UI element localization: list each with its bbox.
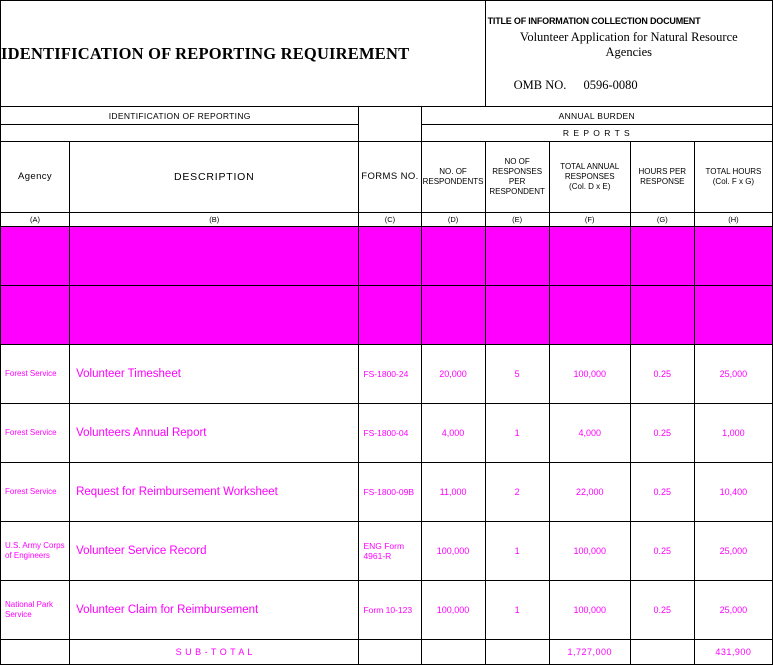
letter-b: (B) (70, 213, 359, 227)
col-total-annual-responses-formula: (Col. D x E) (569, 182, 611, 191)
table-row (1, 286, 773, 345)
col-total-annual-responses-title: TOTAL ANNUAL RESPONSES (560, 162, 620, 181)
col-total-annual-responses (549, 142, 630, 213)
page-title: IDENTIFICATION OF REPORTING REQUIREMENT (1, 43, 410, 63)
subtotal-blank-respondents (421, 640, 485, 665)
row-total-responses: 100,000 (549, 345, 630, 404)
col-hours-per-response: HOURS PER RESPONSE (630, 142, 694, 213)
row-responses-per: 1 (485, 227, 549, 286)
row-agency: U.S. Army Corps of Engineers (1, 522, 70, 581)
omb-number: 0596-0080 (583, 78, 638, 92)
title-of-document-label: TITLE OF INFORMATION COLLECTION DOCUMENT (487, 16, 701, 26)
row-responses-per: 1 (485, 581, 549, 640)
row-form-no: FS-1800-09B (359, 463, 421, 522)
document-title (486, 26, 772, 60)
row-description: Volunteer Application for Natural Resource Agencies (70, 227, 359, 286)
col-total-hours-formula: (Col. F x G) (712, 177, 755, 186)
row-agency: F.S. (1, 227, 70, 286)
table-row (1, 522, 773, 581)
omb-label: OMB NO. (513, 78, 567, 92)
row-description: Volunteer Claim for Reimbursement (70, 581, 359, 640)
column-titles-row (1, 142, 773, 213)
row-total-hours: 11,750 (694, 286, 772, 345)
col-total-hours (694, 142, 772, 213)
row-form-no: FS-1800-24 (359, 345, 421, 404)
row-form-no: FS-1800-04 (359, 404, 421, 463)
row-agency: Forest Service (1, 345, 70, 404)
subtotal-total-responses: 1,727,000 (549, 640, 630, 665)
table-row (1, 404, 773, 463)
row-responses-per: 1 (485, 404, 549, 463)
row-hours-per: 0.25 (630, 522, 694, 581)
row-agency: F.S. (1, 286, 70, 345)
subtotal-blank-hours-per (630, 640, 694, 665)
header-right-cell (485, 1, 772, 107)
row-form-no: ENG Form 4961-R (359, 522, 421, 581)
row-total-hours: 25,000 (694, 345, 772, 404)
row-description: Volunteer Timesheet (70, 345, 359, 404)
subtotal-row (1, 640, 773, 665)
row-total-hours: 10,400 (694, 463, 772, 522)
row-description: Volunteers Annual Report (70, 404, 359, 463)
row-responses-per: 5 (485, 345, 549, 404)
row-respondents: 20,000 (421, 345, 485, 404)
row-hours-per: 0.25 (630, 463, 694, 522)
letter-g: (G) (630, 213, 694, 227)
row-hours-per: 0.25 (630, 404, 694, 463)
row-respondents: 100,000 (421, 581, 485, 640)
subtotal-blank-agency (1, 640, 70, 665)
table-row (1, 581, 773, 640)
row-total-responses: 100,000 (549, 581, 630, 640)
row-hours-per: 0.25 (630, 227, 694, 286)
group-identification: IDENTIFICATION OF REPORTING (1, 107, 359, 125)
group-identification-spacer (1, 125, 359, 142)
row-total-hours: 17,000 (694, 227, 772, 286)
header-row (1, 1, 773, 107)
row-respondents: 11,000 (421, 463, 485, 522)
row-form-no: FS-1800- (359, 227, 421, 286)
table-row (1, 345, 773, 404)
row-hours-per: 0.25 (630, 581, 694, 640)
group-annual-burden: ANNUAL BURDEN (421, 107, 772, 125)
row-total-responses: 47,000 (549, 286, 630, 345)
letter-c: (C) (359, 213, 421, 227)
row-total-responses: 4,000 (549, 404, 630, 463)
row-total-hours: 25,000 (694, 581, 772, 640)
row-responses-per: 1 (485, 522, 549, 581)
row-description: Volunteer Service Record (70, 522, 359, 581)
table-row (1, 227, 773, 286)
col-forms-no: FORMS NO. (359, 142, 421, 213)
col-total-hours-title: TOTAL HOURS (705, 167, 762, 176)
letter-e: (E) (485, 213, 549, 227)
row-description: Agreement for Volunteer Services (70, 286, 359, 345)
col-no-of-respondents: NO. OF RESPONDENTS (421, 142, 485, 213)
col-responses-per-respondent: NO OF RESPONSES PER RESPONDENT (485, 142, 549, 213)
document-title-line2: Agencies (605, 45, 653, 59)
row-respondents: 4,000 (421, 404, 485, 463)
group-reports: R E P O R T S (421, 125, 772, 142)
row-agency: Forest Service (1, 404, 70, 463)
row-form-no: FS-1800-7 (359, 286, 421, 345)
row-respondents: 100,000 (421, 227, 485, 286)
col-agency: Agency (1, 142, 70, 213)
letter-h: (H) (694, 213, 772, 227)
row-total-responses: 100,000 (549, 522, 630, 581)
subtotal-total-hours: 431,900 (694, 640, 772, 665)
row-description: Request for Reimbursement Worksheet (70, 463, 359, 522)
row-total-hours: 1,000 (694, 404, 772, 463)
row-responses-per: 2 (485, 463, 549, 522)
row-form-no: Form 10-123 (359, 581, 421, 640)
column-letters-row (1, 213, 773, 227)
group-forms-spacer (359, 107, 421, 142)
subtotal-blank-form (359, 640, 421, 665)
row-agency: National Park Service (1, 581, 70, 640)
row-agency: Forest Service (1, 463, 70, 522)
subtotal-blank-responses-per (485, 640, 549, 665)
letter-a: (A) (1, 213, 70, 227)
row-respondents: 47,000 (421, 286, 485, 345)
letter-f: (F) (549, 213, 630, 227)
letter-d: (D) (421, 213, 485, 227)
row-hours-per: 0.25 (630, 286, 694, 345)
table-row (1, 463, 773, 522)
subtotal-label: S U B - T O T A L (70, 640, 359, 665)
row-total-responses: 22,000 (549, 463, 630, 522)
omb-line (486, 60, 772, 93)
row-total-hours: 25,000 (694, 522, 772, 581)
col-description: DESCRIPTION (70, 142, 359, 213)
row-hours-per: 0.25 (630, 345, 694, 404)
header-left-cell (1, 1, 486, 107)
row-responses-per: 1 (485, 286, 549, 345)
row-respondents: 100,000 (421, 522, 485, 581)
document-title-line1: Volunteer Application for Natural Resource (519, 30, 738, 44)
group-header-row (1, 107, 773, 125)
row-total-responses: 100,000 (549, 227, 630, 286)
